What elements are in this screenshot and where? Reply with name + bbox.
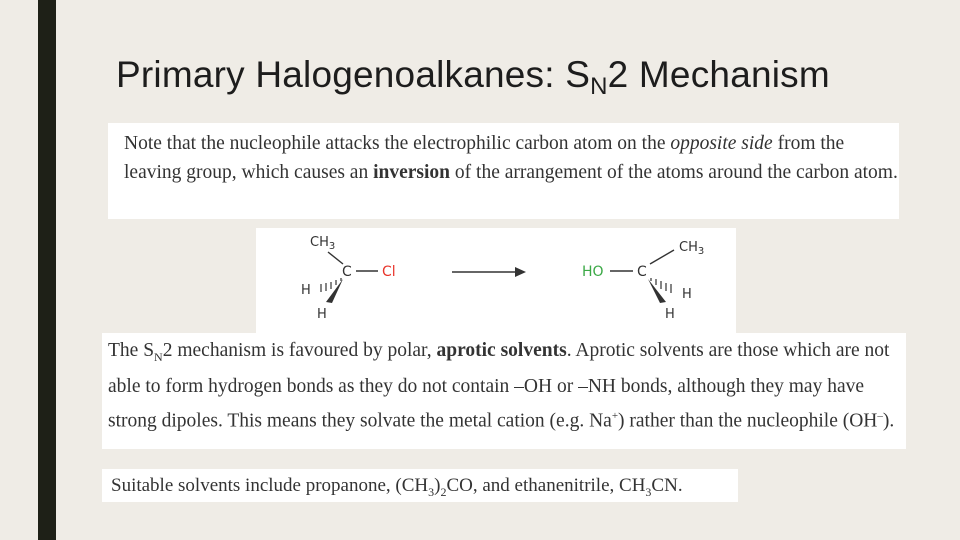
reactant-wedge-bond bbox=[326, 279, 343, 303]
reactant-h-bottom: H bbox=[317, 307, 327, 322]
product-hydroxyl: HO bbox=[582, 264, 604, 280]
product-h-right: H bbox=[682, 287, 692, 302]
product-bond-ch3 bbox=[650, 250, 674, 264]
product-h-bottom: H bbox=[665, 307, 675, 322]
mechanism-text: The $S_N2$ mechanism is favoured by polar, aprotic solvents. Aprotic solvents are those which are not able to form hydrogen bonds as they do not contain –OH or –NH bonds, although they may have strong dipoles. This means they solvate the metal cation (e.g. Na+) rather than the nucleophile (OH–). bbox=[108, 340, 895, 432]
solvents-text: Suitable solvents include propanone, $(CH_3)_2CO$, and ethanenitrile, $CH_3CN$. bbox=[111, 475, 683, 499]
reactant-h-left: H bbox=[301, 283, 311, 298]
reaction-arrowhead bbox=[515, 267, 526, 277]
reaction-diagram bbox=[256, 228, 736, 334]
product-ch3: $CH_3$ bbox=[679, 240, 705, 257]
note-box bbox=[108, 123, 899, 219]
solvents-box bbox=[102, 469, 738, 502]
slide-title: Primary Halogenoalkanes: $S_N2$ Mechanism bbox=[116, 54, 830, 100]
product-carbon: C bbox=[637, 264, 647, 280]
reactant-carbon: C bbox=[342, 264, 352, 280]
left-accent-bar bbox=[38, 0, 56, 540]
reactant-ch3: $CH_3$ bbox=[310, 235, 336, 252]
mechanism-paragraph-box bbox=[102, 333, 906, 449]
reactant-chlorine: Cl bbox=[382, 264, 396, 280]
product-wedge-bond bbox=[648, 279, 666, 303]
note-text: Note that the nucleophile attacks the electrophilic carbon atom on the opposite side from the leaving group, which causes an inversion of the arrangement of the atoms around the carbon atom. bbox=[124, 133, 898, 183]
reactant-bond-ch3 bbox=[328, 252, 343, 264]
